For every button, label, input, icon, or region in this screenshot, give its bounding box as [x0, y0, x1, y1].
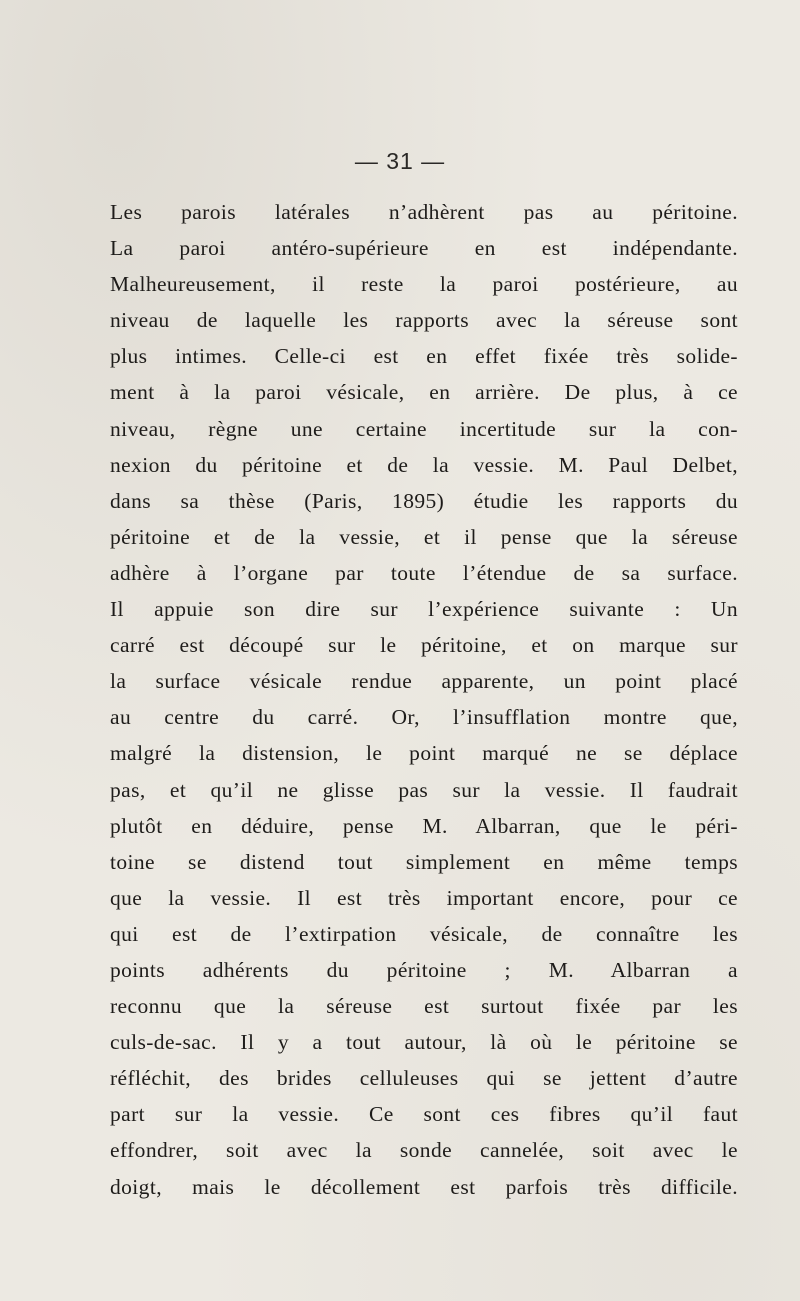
- text-line: niveau de laquelle les rapports avec la séreuse sont: [110, 308, 738, 333]
- text-line: péritoine et de la vessie, et il pense que la séreuse: [110, 524, 738, 549]
- text-line: Les parois latérales n’adhèrent pas au péritoine.: [110, 200, 738, 224]
- text-line: nexion du péritoine et de la vessie. M. Paul Delbet,: [110, 452, 738, 477]
- text-line: plus intimes. Celle-ci est en effet fixée très solide-: [110, 344, 738, 369]
- text-line: plutôt en déduire, pense M. Albarran, que le péri-: [110, 813, 738, 838]
- text-line: adhère à l’organe par toute l’étendue de sa surface.: [110, 560, 738, 585]
- text-line: Malheureusement, il reste la paroi postérieure, au: [110, 272, 738, 297]
- text-line-last: doigt, mais le décollement est parfois très difficile.: [110, 1174, 738, 1199]
- text-line: ment à la paroi vésicale, en arrière. De plus, à ce: [110, 380, 738, 405]
- text-line: effondrer, soit avec la sonde cannelée, soit avec le: [110, 1138, 738, 1163]
- text-line: points adhérents du péritoine ; M. Albarran a: [110, 957, 738, 982]
- text-line: que la vessie. Il est très important encore, pour ce: [110, 885, 738, 910]
- text-line: dans sa thèse (Paris, 1895) étudie les rapports du: [110, 488, 738, 513]
- text-line: niveau, règne une certaine incertitude sur la con-: [110, 416, 738, 441]
- text-line: Il appuie son dire sur l’expérience suivante : Un: [110, 597, 738, 622]
- text-line: malgré la distension, le point marqué ne se déplace: [110, 741, 738, 766]
- text-line: au centre du carré. Or, l’insufflation montre que,: [110, 705, 738, 730]
- body-text: [110, 194, 738, 1205]
- page-number: — 31 —: [354, 148, 446, 174]
- text-line: pas, et qu’il ne glisse pas sur la vessie. Il faudrait: [110, 777, 738, 802]
- text-line: réfléchit, des brides celluleuses qui se jettent d’autre: [110, 1066, 738, 1091]
- text-line: part sur la vessie. Ce sont ces fibres qu’il faut: [110, 1102, 738, 1127]
- text-line: reconnu que la séreuse est surtout fixée par les: [110, 994, 738, 1019]
- text-line: la surface vésicale rendue apparente, un point placé: [110, 669, 738, 694]
- text-line: qui est de l’extirpation vésicale, de connaître les: [110, 921, 738, 946]
- text-line: carré est découpé sur le péritoine, et on marque sur: [110, 633, 738, 658]
- text-line: culs-de-sac. Il y a tout autour, là où le péritoine se: [110, 1030, 738, 1055]
- text-line: La paroi antéro-supérieure en est indépendante.: [110, 236, 738, 261]
- text-line: toine se distend tout simplement en même temps: [110, 849, 738, 874]
